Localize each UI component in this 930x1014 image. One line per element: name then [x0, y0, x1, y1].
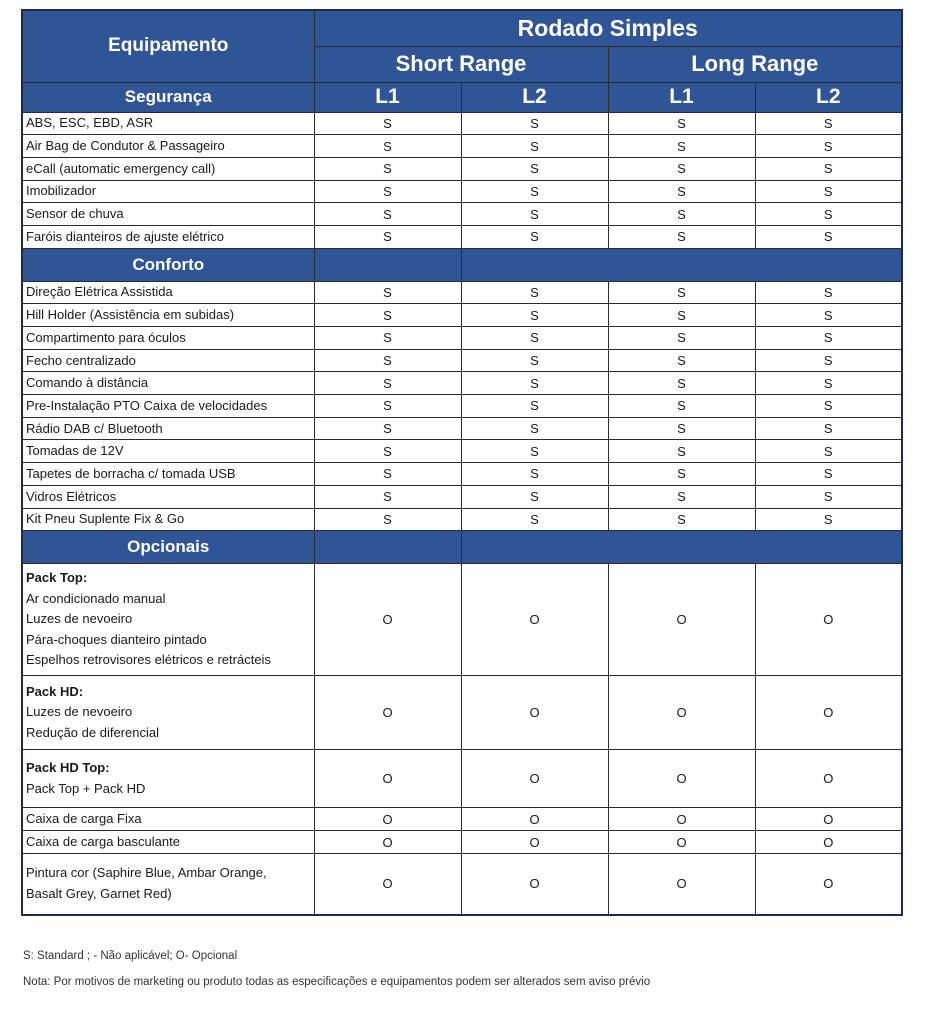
availability-value: S — [755, 180, 902, 203]
pack-line: Basalt Grey, Garnet Red) — [26, 885, 172, 901]
table-body — [22, 82, 902, 915]
availability-value: S — [755, 372, 902, 395]
table-row — [22, 225, 902, 248]
legend-text: S: Standard ; - Não aplicável; O- Opcional — [23, 950, 238, 962]
availability-value: S — [608, 203, 755, 226]
availability-value: S — [755, 463, 902, 486]
availability-value: S — [461, 281, 608, 304]
availability-value: O — [608, 854, 755, 915]
long-range-header: Long Range — [608, 46, 902, 82]
availability-value: S — [461, 349, 608, 372]
equipment-item — [22, 750, 314, 808]
availability-value: S — [755, 349, 902, 372]
availability-value: S — [755, 327, 902, 350]
availability-value: S — [314, 203, 461, 226]
equipment-header: Equipamento — [22, 10, 314, 82]
equipment-item: Hill Holder (Assistência em subidas) — [22, 304, 314, 327]
availability-value: S — [755, 417, 902, 440]
availability-value: S — [314, 304, 461, 327]
availability-value: S — [314, 417, 461, 440]
availability-value: S — [608, 485, 755, 508]
section-spacer — [314, 248, 461, 281]
availability-value: S — [314, 225, 461, 248]
table-row — [22, 157, 902, 180]
table-row — [22, 281, 902, 304]
level-header: L2 — [755, 82, 902, 112]
section-header-row — [22, 82, 902, 112]
section-spacer — [461, 248, 902, 281]
availability-value: S — [608, 372, 755, 395]
equipment-item: Direção Elétrica Assistida — [22, 281, 314, 304]
availability-value: S — [461, 112, 608, 135]
equipment-item: Pre-Instalação PTO Caixa de velocidades — [22, 395, 314, 418]
availability-value: O — [314, 564, 461, 676]
availability-value: O — [608, 750, 755, 808]
availability-value: O — [314, 831, 461, 854]
availability-value: S — [608, 463, 755, 486]
pack-line: Redução de diferencial — [26, 724, 159, 740]
table-row — [22, 304, 902, 327]
availability-value: O — [755, 808, 902, 831]
equipment-item: Tomadas de 12V — [22, 440, 314, 463]
availability-value: O — [314, 676, 461, 750]
table-row — [22, 508, 902, 531]
availability-value: S — [755, 203, 902, 226]
availability-value: S — [314, 508, 461, 531]
availability-value: S — [608, 304, 755, 327]
availability-value: S — [755, 157, 902, 180]
equipment-item: Tapetes de borracha c/ tomada USB — [22, 463, 314, 486]
availability-value: S — [755, 135, 902, 158]
availability-value: S — [461, 180, 608, 203]
availability-value: S — [608, 327, 755, 350]
availability-value: S — [461, 372, 608, 395]
availability-value: S — [314, 112, 461, 135]
equipment-item: Sensor de chuva — [22, 203, 314, 226]
table-row — [22, 349, 902, 372]
pack-line: Pára-choques dianteiro pintado — [26, 631, 207, 647]
availability-value: S — [461, 485, 608, 508]
pack-line: Ar condicionado manual — [26, 590, 166, 606]
availability-value: S — [314, 372, 461, 395]
availability-value: S — [608, 180, 755, 203]
table-row — [22, 112, 902, 135]
availability-value: O — [755, 750, 902, 808]
availability-value: O — [314, 854, 461, 915]
table-row — [22, 327, 902, 350]
availability-value: S — [314, 463, 461, 486]
availability-value: O — [461, 808, 608, 831]
availability-value: O — [461, 854, 608, 915]
availability-value: S — [461, 225, 608, 248]
availability-value: S — [314, 180, 461, 203]
availability-value: S — [608, 112, 755, 135]
availability-value: S — [608, 440, 755, 463]
availability-value: O — [461, 831, 608, 854]
equipment-item: Compartimento para óculos — [22, 327, 314, 350]
level-header: L2 — [461, 82, 608, 112]
equipment-item: Faróis dianteiros de ajuste elétrico — [22, 225, 314, 248]
availability-value: O — [461, 564, 608, 676]
availability-value: S — [314, 440, 461, 463]
table-row — [22, 808, 902, 831]
table-row — [22, 417, 902, 440]
availability-value: S — [314, 349, 461, 372]
availability-value: O — [608, 564, 755, 676]
availability-value: S — [608, 135, 755, 158]
availability-value: S — [608, 225, 755, 248]
pack-line: Espelhos retrovisores elétricos e retrácteis — [26, 652, 271, 668]
equipment-item: Vidros Elétricos — [22, 485, 314, 508]
table-row — [22, 372, 902, 395]
group-header: Rodado Simples — [314, 10, 902, 46]
pack-title: Pack HD Top: — [26, 760, 110, 776]
equipment-item: ABS, ESC, EBD, ASR — [22, 112, 314, 135]
pack-line: Luzes de nevoeiro — [26, 611, 133, 627]
availability-value: S — [755, 112, 902, 135]
availability-value: S — [314, 327, 461, 350]
availability-value: S — [461, 304, 608, 327]
availability-value: S — [461, 508, 608, 531]
table-row — [22, 440, 902, 463]
availability-value: O — [755, 676, 902, 750]
pack-title: Pack HD: — [26, 683, 84, 699]
availability-value: S — [461, 463, 608, 486]
pack-line: Luzes de nevoeiro — [26, 704, 133, 720]
availability-value: S — [608, 349, 755, 372]
equipment-item — [22, 676, 314, 750]
availability-value: S — [755, 440, 902, 463]
availability-value: S — [314, 157, 461, 180]
short-range-header: Short Range — [314, 46, 608, 82]
availability-value: S — [314, 485, 461, 508]
availability-value: S — [755, 508, 902, 531]
section-title: Opcionais — [22, 531, 314, 564]
table-row — [22, 831, 902, 854]
disclaimer-note: Nota: Por motivos de marketing ou produto todas as especificações e equipamentos podem ser alterados sem aviso prévio — [23, 976, 651, 988]
section-title: Conforto — [22, 248, 314, 281]
level-header: L1 — [314, 82, 461, 112]
availability-value: S — [755, 225, 902, 248]
availability-value: S — [608, 395, 755, 418]
table-row — [22, 395, 902, 418]
equipment-item: Fecho centralizado — [22, 349, 314, 372]
equipment-item: Caixa de carga Fixa — [22, 808, 314, 831]
equipment-item: eCall (automatic emergency call) — [22, 157, 314, 180]
availability-value: S — [314, 395, 461, 418]
availability-value: S — [755, 304, 902, 327]
table-row — [22, 203, 902, 226]
equipment-item — [22, 564, 314, 676]
section-header-row — [22, 248, 902, 281]
availability-value: O — [755, 854, 902, 915]
section-header-row — [22, 531, 902, 564]
availability-value: O — [461, 676, 608, 750]
availability-value: S — [314, 135, 461, 158]
availability-value: S — [461, 157, 608, 180]
equipment-item: Rádio DAB c/ Bluetooth — [22, 417, 314, 440]
equipment-item: Comando à distância — [22, 372, 314, 395]
availability-value: S — [461, 395, 608, 418]
availability-value: O — [608, 676, 755, 750]
table-row — [22, 135, 902, 158]
table-row — [22, 180, 902, 203]
availability-value: O — [314, 750, 461, 808]
section-spacer — [461, 531, 902, 564]
availability-value: S — [608, 508, 755, 531]
table-row — [22, 676, 902, 750]
availability-value: S — [608, 417, 755, 440]
equipment-spec-table — [21, 9, 903, 916]
availability-value: O — [461, 750, 608, 808]
table-row — [22, 564, 902, 676]
availability-value: S — [461, 327, 608, 350]
availability-value: O — [608, 808, 755, 831]
availability-value: S — [608, 157, 755, 180]
equipment-item: Imobilizador — [22, 180, 314, 203]
availability-value: S — [755, 281, 902, 304]
availability-value: S — [461, 135, 608, 158]
equipment-item — [22, 854, 314, 915]
pack-line: Pack Top + Pack HD — [26, 780, 146, 796]
equipment-item: Air Bag de Condutor & Passageiro — [22, 135, 314, 158]
section-spacer — [314, 531, 461, 564]
availability-value: O — [755, 564, 902, 676]
table-row — [22, 750, 902, 808]
availability-value: O — [314, 808, 461, 831]
availability-value: S — [755, 395, 902, 418]
table-row — [22, 485, 902, 508]
equipment-item: Caixa de carga basculante — [22, 831, 314, 854]
availability-value: O — [608, 831, 755, 854]
pack-title: Pack Top: — [26, 570, 88, 586]
level-header: L1 — [608, 82, 755, 112]
availability-value: S — [461, 417, 608, 440]
availability-value: S — [461, 203, 608, 226]
availability-value: S — [461, 440, 608, 463]
availability-value: O — [755, 831, 902, 854]
table-row — [22, 463, 902, 486]
table-row — [22, 854, 902, 915]
availability-value: S — [608, 281, 755, 304]
availability-value: S — [314, 281, 461, 304]
section-title: Segurança — [22, 82, 314, 112]
equipment-item: Kit Pneu Suplente Fix & Go — [22, 508, 314, 531]
availability-value: S — [755, 485, 902, 508]
pack-line: Pintura cor (Saphire Blue, Ambar Orange, — [26, 865, 267, 881]
